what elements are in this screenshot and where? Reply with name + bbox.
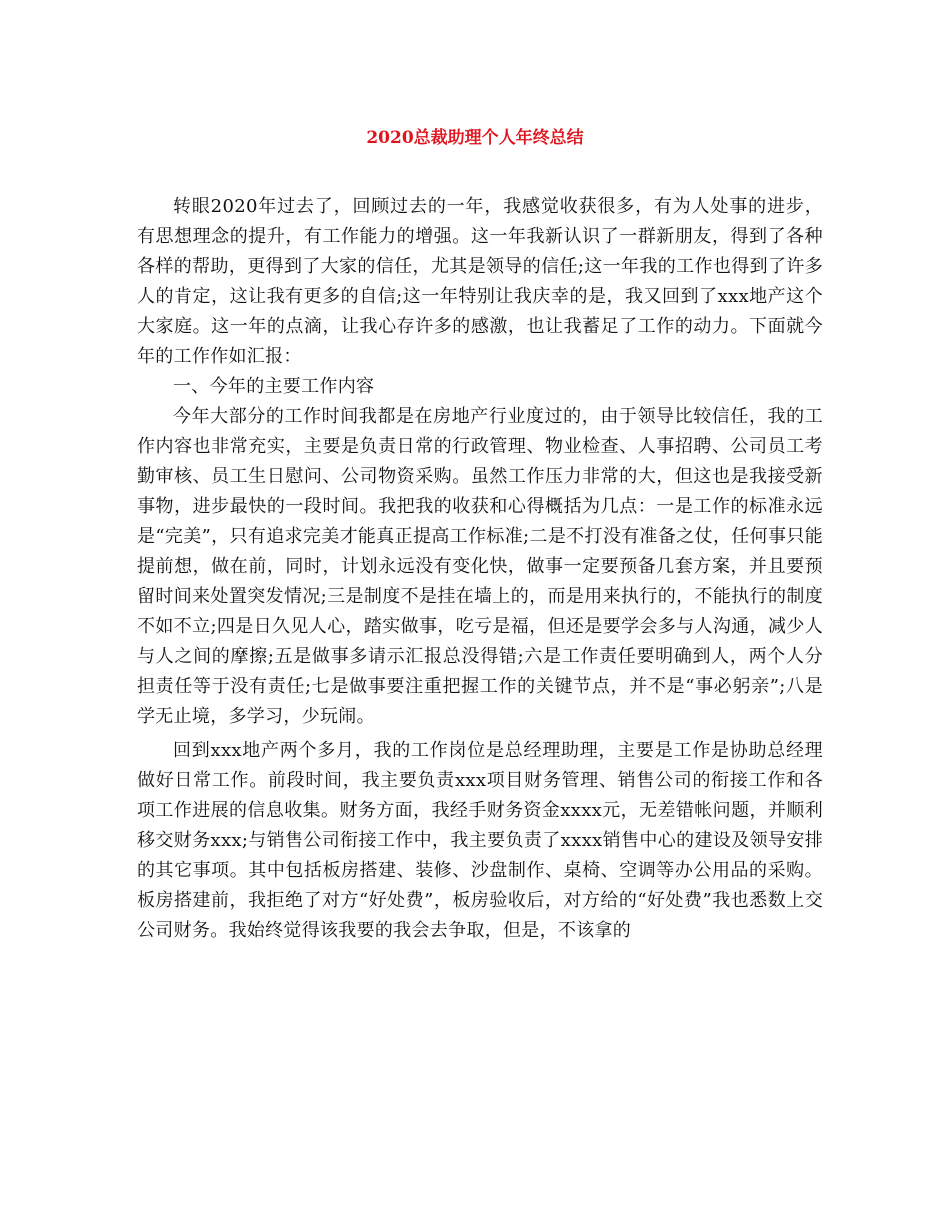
paragraph-return: 回到xxx地产两个多月，我的工作岗位是总经理助理，主要是工作是协助总经理做好日常工作。前段时间，我主要负责xxx项目财务管理、销售公司的衔接工作和各项工作进展的信息收集。财务方面，我经手财务资金xxxx元，无差错帐问题，并顺利移交财务xxx;与销售公司衔接工作中，我主要负责了xxxx销售中心的建设及领导安排的其它事项。其中包括板房搭建、装修、沙盘制作、桌椅、空调等办公用品的采购。板房搭建前，我拒绝了对方“好处费”，板房验收后，对方给的“好处费”我也悉数上交公司财务。我始终觉得该我要的我会去争取，但是，不该拿的 bbox=[137, 740, 823, 941]
paragraph-intro: 转眼2020年过去了，回顾过去的一年，我感觉收获很多，有为人处事的进步，有思想理念的提升，有工作能力的增强。这一年我新认识了一群新朋友，得到了各种各样的帮助，更得到了大家的信任，尤其是领导的信任;这一年我的工作也得到了许多人的肯定，这让我有更多的自信;这一年特别让我庆幸的是，我又回到了xxx地产这个大家庭。这一年的点滴，让我心存许多的感激，也让我蓄足了工作的动力。下面就今年的工作作如汇报： bbox=[137, 196, 823, 367]
section-heading: 一、今年的主要工作内容 bbox=[173, 376, 375, 397]
document-body bbox=[137, 192, 823, 946]
document-title: 2020总裁助理个人年终总结 bbox=[366, 128, 584, 148]
paragraph-main-work: 今年大部分的工作时间我都是在房地产行业度过的，由于领导比较信任，我的工作内容也非常充实，主要是负责日常的行政管理、物业检查、人事招聘、公司员工考勤审核、员工生日慰问、公司物资采购。虽然工作压力非常的大，但这也是我接受新事物，进步最快的一段时间。我把我的收获和心得概括为几点：一是工作的标准永远是“完美”，只有追求完美才能真正提高工作标准;二是不打没有准备之仗，任何事只能提前想，做在前，同时，计划永远没有变化快，做事一定要预备几套方案，并且要预留时间来处置突发情况;三是制度不是挂在墙上的，而是用来执行的，不能执行的制度不如不立;四是日久见人心，踏实做事，吃亏是福，但还是要学会多与人沟通，减少人与人之间的摩擦;五是做事多请示汇报总没得错;六是工作责任要明确到人，两个人分担责任等于没有责任;七是做事要注重把握工作的关键节点，并不是“事必躬亲”;八是学无止境，多学习，少玩闹。 bbox=[137, 406, 823, 727]
